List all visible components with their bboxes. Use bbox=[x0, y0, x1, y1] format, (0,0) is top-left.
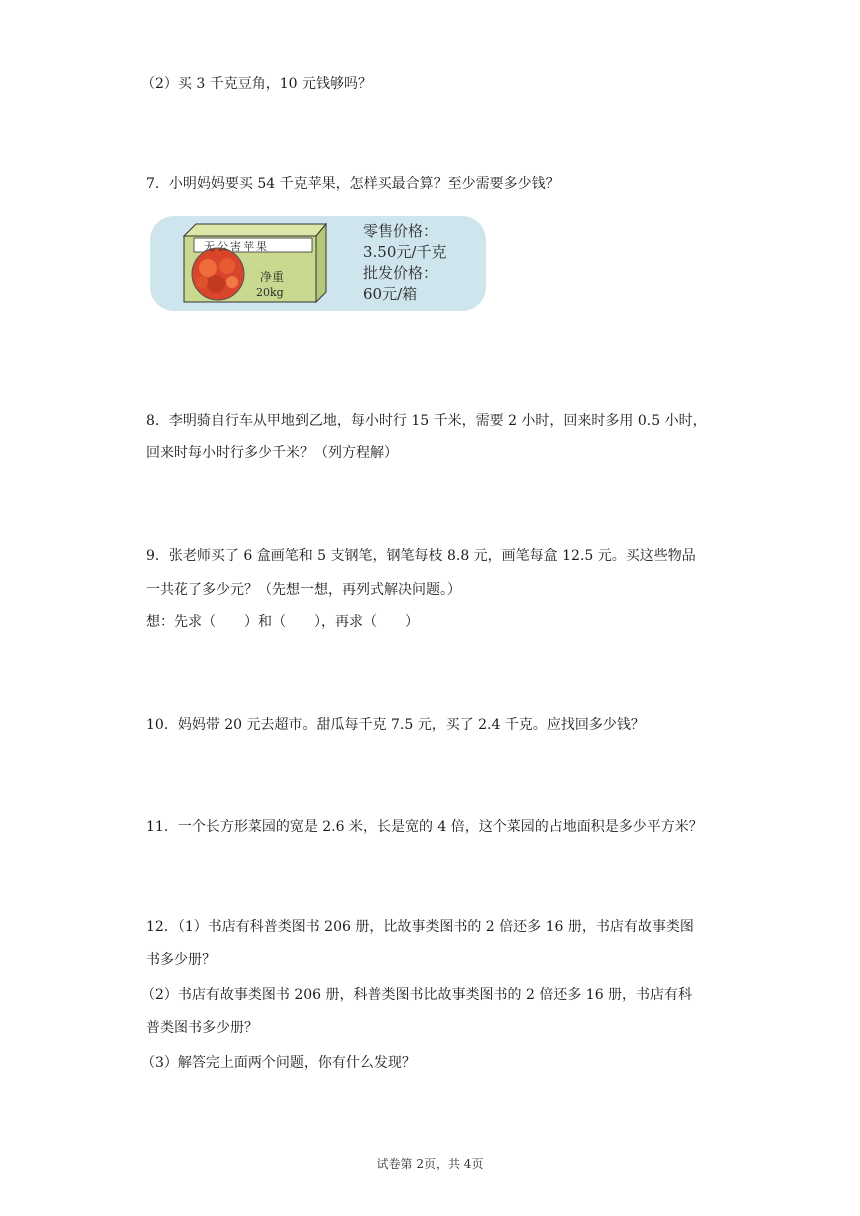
question-9-line-2: 一共花了多少元？（先想一想，再列式解决问题。） bbox=[146, 582, 461, 598]
question-12-part-1-line-2: 书多少册？ bbox=[146, 952, 216, 968]
question-8-line-1: 8．李明骑自行车从甲地到乙地，每小时行 15 千米，需要 2 小时，回来时多用 0.5 小时， bbox=[146, 413, 707, 429]
question-12-part-2-line-2: 普类图书多少册？ bbox=[146, 1020, 258, 1036]
apple-price-illustration bbox=[150, 216, 486, 311]
wholesale-price-value: 60元/箱 bbox=[363, 285, 418, 303]
box-top-label: 无公害苹果 bbox=[204, 240, 269, 253]
question-7: 7．小明妈妈要买 54 千克苹果，怎样买最合算？至少需要多少钱？ bbox=[146, 176, 560, 192]
retail-price-value: 3.50元/千克 bbox=[363, 243, 447, 261]
net-weight-value: 20kg bbox=[256, 286, 284, 299]
question-8-line-2: 回来时每小时行多少千米？（列方程解） bbox=[146, 445, 398, 461]
question-12-part-3: （3）解答完上面两个问题，你有什么发现？ bbox=[141, 1055, 416, 1071]
question-9-line-1: 9．张老师买了 6 盒画笔和 5 支钢笔，钢笔每枝 8.8 元，画笔每盒 12.5 元。买这些物品 bbox=[146, 548, 696, 564]
wholesale-price-label: 批发价格： bbox=[363, 264, 439, 282]
net-weight-label: 净重 bbox=[260, 270, 285, 284]
question-6-part-2: （2）买 3 千克豆角，10 元钱够吗？ bbox=[141, 76, 372, 92]
retail-price-label: 零售价格： bbox=[363, 222, 439, 240]
question-10: 10．妈妈带 20 元去超市。甜瓜每千克 7.5 元，买了 2.4 千克。应找回多少钱？ bbox=[146, 717, 645, 733]
question-12-part-1-line-1: 12．（1）书店有科普类图书 206 册，比故事类图书的 2 倍还多 16 册，书店有故事类图 bbox=[146, 919, 694, 935]
question-11: 11．一个长方形菜园的宽是 2.6 米，长是宽的 4 倍，这个菜园的占地面积是多少平方米？ bbox=[146, 819, 703, 835]
question-12-part-2-line-1: （2）书店有故事类图书 206 册，科普类图书比故事类图书的 2 倍还多 16 册，书店有科 bbox=[141, 987, 693, 1003]
question-9-think-prompt: 想：先求（ ）和（ ），再求（ ） bbox=[146, 614, 419, 630]
page-footer: 试卷第 2页，共 4页 bbox=[376, 1157, 484, 1171]
